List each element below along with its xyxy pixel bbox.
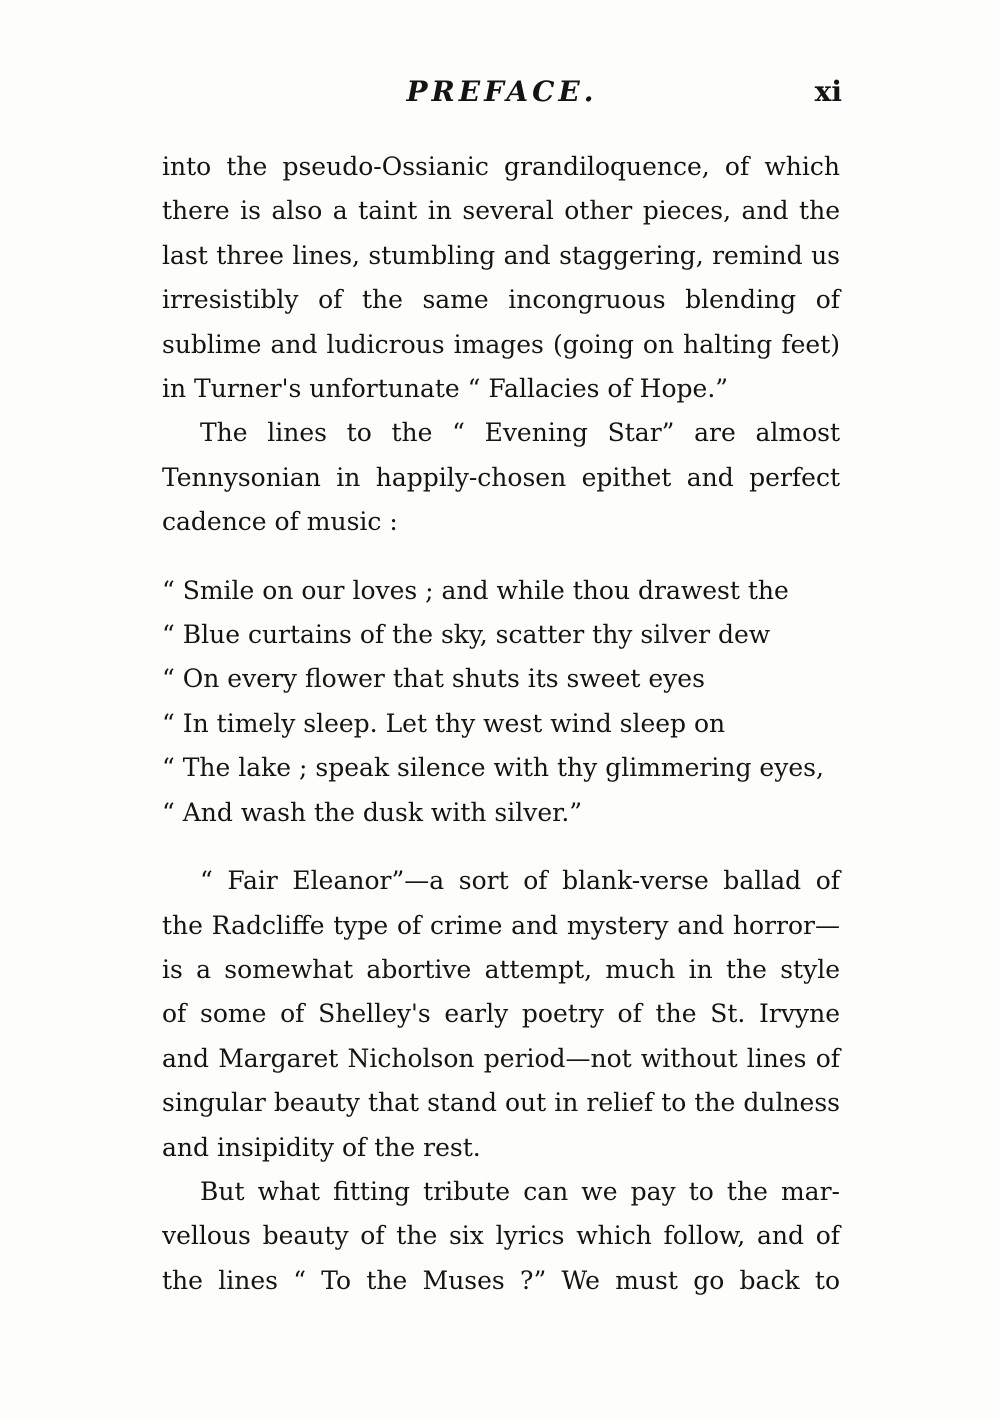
- paragraph-3: [162, 859, 840, 1170]
- verse-quotation: [162, 545, 840, 859]
- text-line: vellous beauty of the six lyrics which follow, and of: [162, 1221, 840, 1251]
- text-line: the Radcliffe type of crime and mystery and horror—: [162, 910, 840, 940]
- text-line: into the pseudo-Ossianic grandiloquence, of which: [162, 152, 840, 181]
- paragraph-1: [162, 145, 840, 411]
- text-line: The lines to the “ Evening Star” are almost: [200, 418, 840, 448]
- running-title: PREFACE.: [406, 75, 598, 108]
- text-line: the lines “ To the Muses ?” We must go back to: [162, 1265, 840, 1295]
- page-header: [162, 70, 842, 114]
- verse-line: “ The lake ; speak silence with thy glimmering eyes,: [162, 753, 824, 783]
- verse-line: “ On every flower that shuts its sweet eyes: [162, 664, 705, 694]
- text-line: and insipidity of the rest.: [162, 1132, 481, 1162]
- text-line: there is also a taint in several other pieces, and the: [162, 196, 840, 226]
- verse-line: “ Smile on our loves ; and while thou drawest the: [162, 575, 789, 605]
- text-line: Tennysonian in happily-chosen epithet and perfect: [162, 462, 840, 492]
- text-line: and Margaret Nicholson period—not without lines of: [162, 1043, 840, 1073]
- page-body: [162, 145, 840, 1303]
- text-line: singular beauty that stand out in relief to the dulness: [162, 1088, 840, 1118]
- paragraph-4: [162, 1170, 840, 1303]
- text-line: sublime and ludicrous images (going on halting feet): [162, 329, 840, 359]
- text-line: “ Fair Eleanor”—a sort of blank-verse ballad of: [200, 866, 840, 896]
- page-number: xi: [814, 75, 842, 108]
- text-line: cadence of music :: [162, 507, 398, 537]
- text-line: in Turner's unfortunate “ Fallacies of Hope.”: [162, 374, 729, 404]
- text-line: is a somewhat abortive attempt, much in the style: [162, 954, 840, 984]
- verse-line: “ Blue curtains of the sky, scatter thy silver dew: [162, 620, 771, 650]
- verse-line: “ In timely sleep. Let thy west wind sleep on: [162, 708, 726, 738]
- text-line: But what fitting tribute can we pay to the mar-: [200, 1176, 840, 1206]
- text-line: last three lines, stumbling and staggering, remind us: [162, 240, 840, 270]
- paragraph-2: [162, 411, 840, 544]
- verse-line: “ And wash the dusk with silver.”: [162, 797, 583, 827]
- text-line: irresistibly of the same incongruous blending of: [162, 285, 840, 315]
- text-line: of some of Shelley's early poetry of the St. Irvyne: [162, 999, 840, 1029]
